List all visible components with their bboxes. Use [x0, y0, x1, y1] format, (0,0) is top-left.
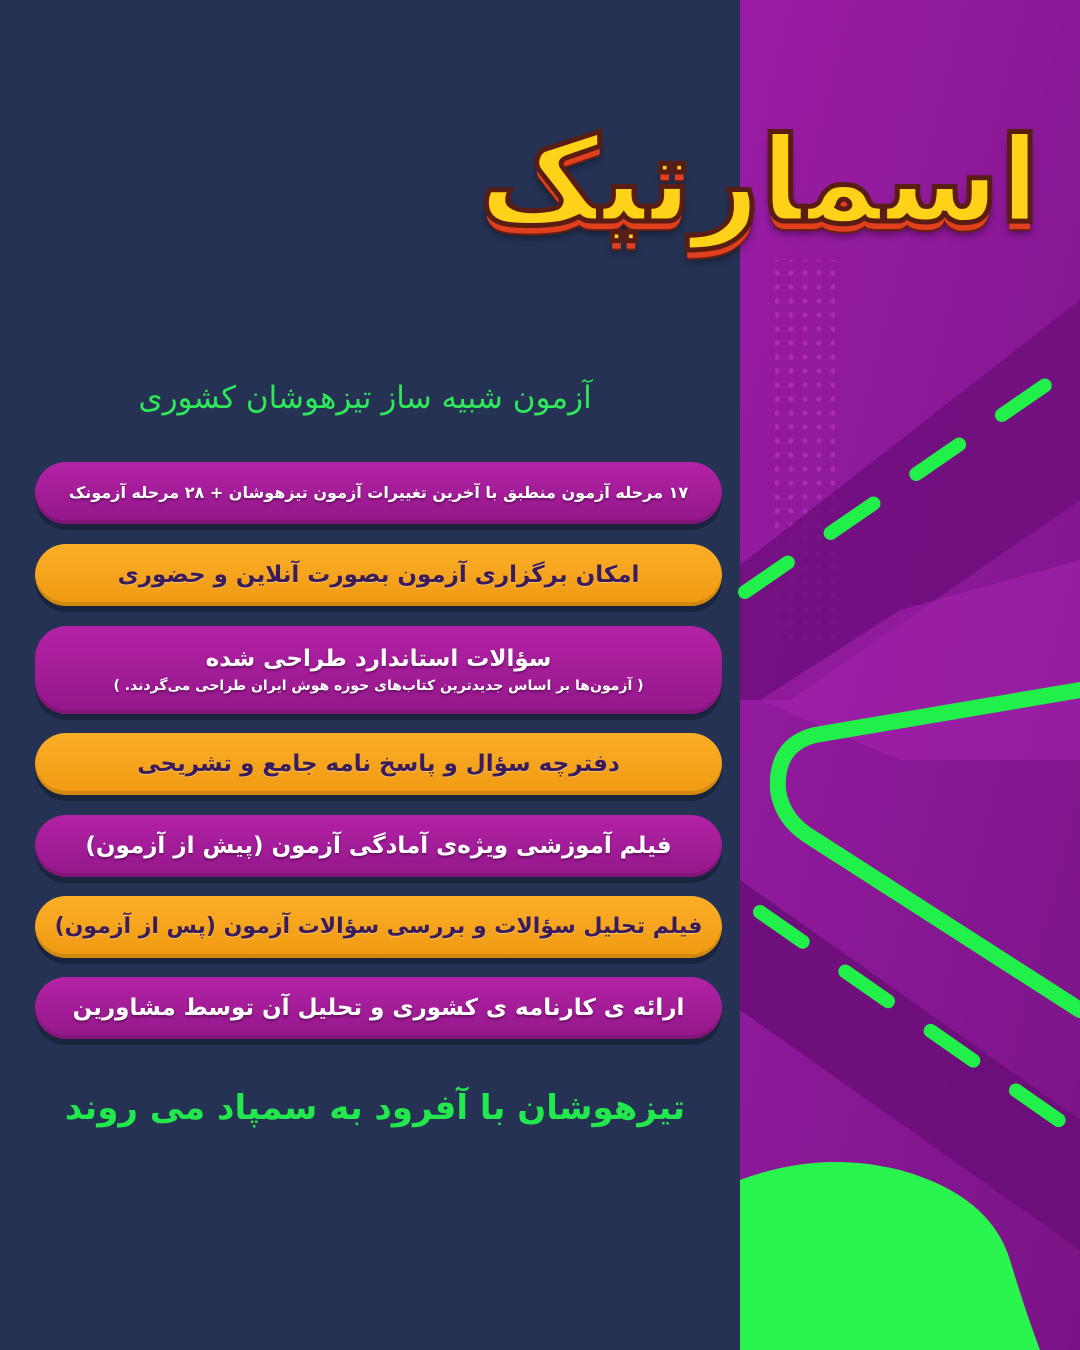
subtitle: آزمون شبیه ساز تیزهوشان کشوری [138, 380, 592, 416]
feature-pill-4 [35, 733, 722, 795]
feature-pill-1 [35, 462, 722, 524]
feature-pill-3 [35, 626, 722, 714]
feature-text: سؤالات استاندارد طراحی شده [205, 646, 552, 672]
feature-text: امکان برگزاری آزمون بصورت آنلاین و حضوری [117, 562, 640, 588]
footer-slogan: تیزهوشان با آفرود به سمپاد می روند [64, 1088, 686, 1128]
feature-note: ( آزمون‌ها بر اساس جدیدترین کتاب‌های حوزه هوش ایران طراحی می‌گردند. ) [113, 678, 644, 694]
feature-text: فیلم آموزشی ویژه‌ی آمادگی آزمون (پیش از آزمون) [85, 833, 672, 859]
feature-pill-7 [35, 977, 722, 1039]
feature-pill-2 [35, 544, 722, 606]
feature-text: ۱۷ مرحله آزمون منطبق با آخرین تغییرات آزمون تیزهوشان + ۲۸ مرحله آزمونک [68, 483, 689, 502]
brand-title: اسمارتیک [478, 111, 1040, 249]
feature-pill-6 [35, 896, 722, 958]
feature-pill-5 [35, 815, 722, 877]
feature-text: ارائه ی کارنامه ی کشوری و تحلیل آن توسط مشاورین [72, 995, 685, 1021]
feature-text: فیلم تحلیل سؤالات و بررسی سؤالات آزمون (پس از آزمون) [54, 914, 703, 939]
feature-text: دفترچه سؤال و پاسخ نامه جامع و تشریحی [137, 751, 620, 777]
